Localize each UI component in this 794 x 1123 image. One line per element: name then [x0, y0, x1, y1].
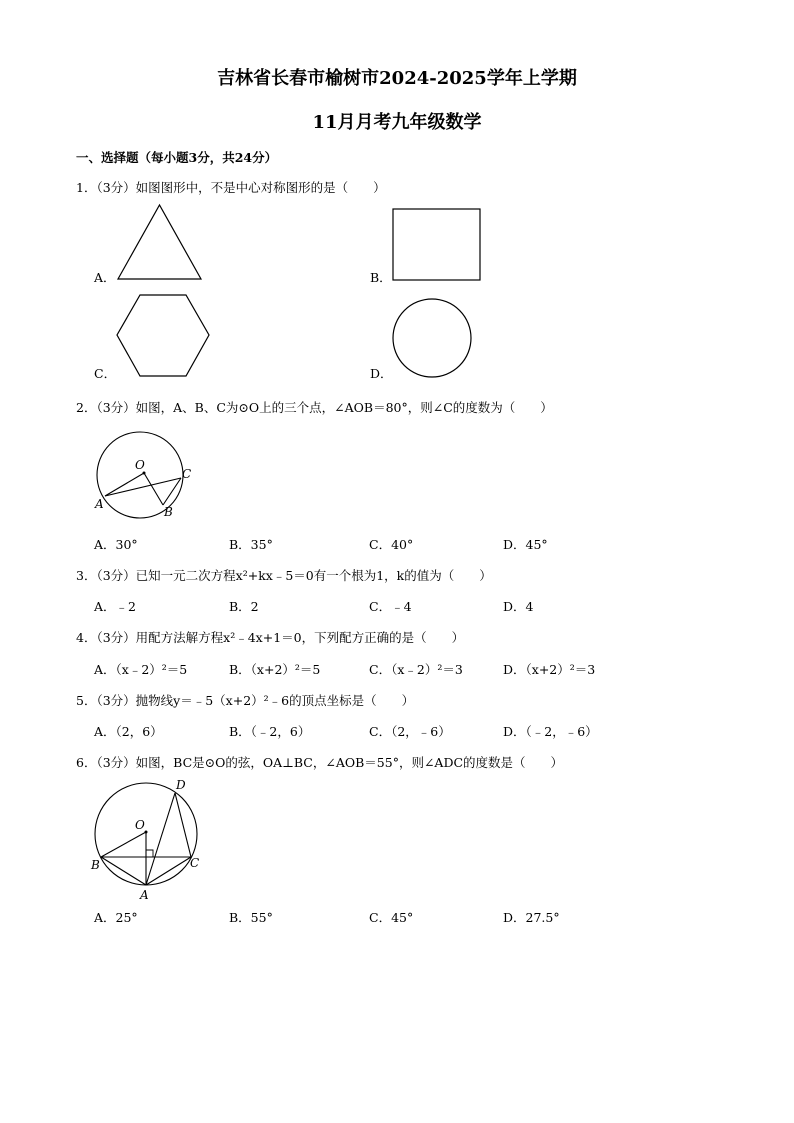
question-5-option-b: B．（﹣2，6） [229, 724, 311, 739]
question-3-option-c: C．﹣4 [369, 599, 412, 614]
question-5-option-d: D．（﹣2，﹣6） [503, 724, 598, 739]
question-2-option-b: B．35° [229, 537, 273, 552]
question-6-option-d: D．27.5° [503, 910, 560, 925]
question-5-option-a: A．（2，6） [94, 724, 163, 739]
page-title-line1: 吉林省长春市榆树市2024-2025学年上学期 [217, 68, 577, 89]
question-2-option-a: A．30° [94, 537, 138, 552]
label-b: B [164, 505, 173, 519]
question-6-stem: 6．（3分）如图，BC是⊙O的弦，OA⊥BC，∠AOB＝55°，则∠ADC的度数是（ ） [76, 755, 564, 770]
label-o: O [135, 458, 145, 472]
question-2-stem: 2．（3分）如图，A、B、C为⊙O上的三个点，∠AOB＝80°，则∠C的度数为（ ） [76, 400, 553, 415]
segment-ab [101, 857, 146, 885]
question-5-option-c: C．（2，﹣6） [369, 724, 451, 739]
question-4-stem: 4．（3分）用配方法解方程x²﹣4x+1＝0，下列配方正确的是（ ） [76, 630, 465, 645]
question-1-option-c: C． [94, 366, 117, 381]
point-o [145, 831, 148, 834]
question-4-option-a: A．（x﹣2）²＝5 [94, 662, 188, 677]
question-2-option-c: C．40° [369, 537, 414, 552]
question-5-stem: 5．（3分）抛物线y＝﹣5（x+2）²﹣6的顶点坐标是（ ） [76, 693, 415, 708]
question-6-option-c: C．45° [369, 910, 414, 925]
question-1-option-d: D． [370, 366, 393, 381]
question-2-option-d: D．45° [503, 537, 548, 552]
page-title-line2: 11月月考九年级数学 [312, 112, 482, 133]
question-3-option-a: A．﹣2 [94, 599, 136, 614]
section-heading: 一、选择题（每小题3分，共24分） [76, 150, 278, 165]
question-1-option-b: B． [370, 270, 392, 285]
question-4-option-c: C．（x﹣2）²＝3 [369, 662, 463, 677]
question-6-option-b: B．55° [229, 910, 273, 925]
label-b: B [91, 858, 100, 872]
segment-ac [146, 857, 191, 885]
segment-ob [101, 832, 146, 857]
question-3-option-d: D．4 [503, 599, 534, 614]
label-d: D [176, 778, 186, 792]
segment-dc [175, 793, 191, 857]
label-c: C [182, 467, 192, 481]
label-c: C [190, 856, 200, 870]
question-4-option-d: D．（x+2）²＝3 [503, 662, 596, 677]
label-o: O [135, 818, 145, 832]
question-6-option-a: A．25° [94, 910, 138, 925]
question-3-stem: 3．（3分）已知一元二次方程x²+kx﹣5＝0有一个根为1，k的值为（ ） [76, 568, 492, 583]
right-angle-mark [146, 850, 153, 857]
question-3-option-b: B．2 [229, 599, 259, 614]
question-1-stem: 1．（3分）如图图形中，不是中心对称图形的是（ ） [76, 180, 386, 195]
label-a: A [140, 888, 149, 902]
label-a: A [95, 497, 104, 511]
segment-ad [146, 793, 175, 885]
question-4-option-b: B．（x+2）²＝5 [229, 662, 321, 677]
question-1-option-a: A． [94, 270, 116, 285]
